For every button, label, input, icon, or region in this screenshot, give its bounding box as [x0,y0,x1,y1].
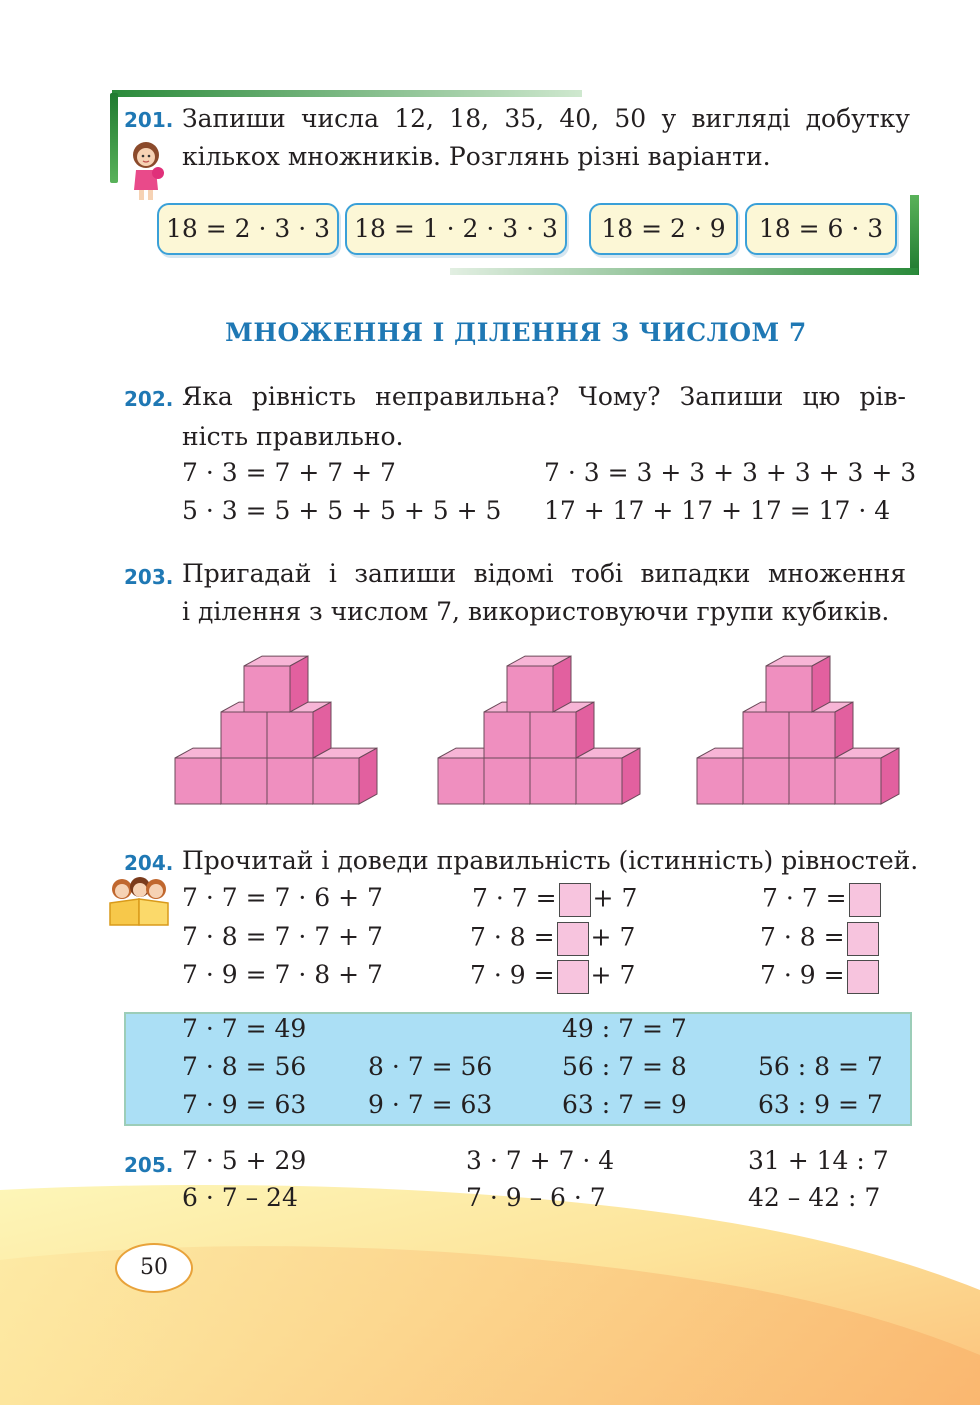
exercise-202-line2: ність правильно. [182,422,404,451]
fact-r2-c1: 7 · 8 = 56 [182,1052,307,1081]
expression-205-6: 42 – 42 : 7 [748,1183,881,1212]
fact-r1-c1: 7 · 7 = 49 [182,1014,307,1043]
page-number: 50 [115,1243,193,1293]
cube [766,656,830,712]
exercise-203-line2: і ділення з числом 7, використовуючи групи кубиків. [182,597,890,626]
exercise-201-line2: кількох множників. Розглянь різні варіанти. [182,142,771,171]
expression-205-3: 31 + 14 : 7 [748,1146,889,1175]
fact-r1-c3: 49 : 7 = 7 [562,1014,687,1043]
section-title: МНОЖЕННЯ І ДІЛЕННЯ З ЧИСЛОМ 7 [225,318,807,347]
exercise-205-number: 205. [124,1153,174,1177]
answer-box-3: 18 = 2 · 9 [589,203,738,255]
identity-204-1: 7 · 7 = 7 · 6 + 7 [182,883,383,912]
expression-205-4: 6 · 7 – 24 [182,1183,298,1212]
answer-blank[interactable] [557,960,589,994]
cube [507,656,571,712]
cube [313,748,377,804]
equation-202-a: 7 · 3 = 7 + 7 + 7 [182,458,396,487]
answer-box-4: 18 = 6 · 3 [745,203,897,255]
girl-with-balloon-icon [128,140,168,202]
blank-eq-right-2: 7 · 8 = [760,922,881,956]
equation-202-c: 5 · 3 = 5 + 5 + 5 + 5 + 5 [182,496,502,525]
blank-eq-right-3: 7 · 9 = [760,960,881,994]
answer-blank[interactable] [849,883,881,917]
exercise-201-number: 201. [124,108,174,132]
fact-r3-c4: 63 : 9 = 7 [758,1090,883,1119]
kids-reading-book-icon [104,875,174,927]
blank-eq-middle-3: 7 · 9 = + 7 [470,960,635,994]
fact-r2-c4: 56 : 8 = 7 [758,1052,883,1081]
fact-r3-c2: 9 · 7 = 63 [368,1090,493,1119]
cube [835,748,899,804]
fact-r2-c3: 56 : 7 = 8 [562,1052,687,1081]
cube [576,748,640,804]
exercise-204-title: Прочитай і доведи правильність (істинність) рівностей. [182,846,919,875]
expression-205-2: 3 · 7 + 7 · 4 [466,1146,615,1175]
exercise-203-number: 203. [124,565,174,589]
fact-r2-c2: 8 · 7 = 56 [368,1052,493,1081]
exercise-204-number: 204. [124,851,174,875]
answer-blank[interactable] [847,960,879,994]
blank-eq-middle-1: 7 · 7 = + 7 [472,883,637,917]
identity-204-2: 7 · 8 = 7 · 7 + 7 [182,922,383,951]
exercise-203-line1: Пригадай і запиши відомі тобі випадки множення [182,559,906,588]
answer-box-2: 18 = 1 · 2 · 3 · 3 [345,203,567,255]
exercise-202-line1: Яка рівність неправильна? Чому? Запиши цю рів- [182,382,906,411]
expression-205-1: 7 · 5 + 29 [182,1146,307,1175]
fact-r3-c1: 7 · 9 = 63 [182,1090,307,1119]
fact-r3-c3: 63 : 7 = 9 [562,1090,687,1119]
cube [244,656,308,712]
answer-blank[interactable] [557,922,589,956]
exercise-201-line1: Запиши числа 12, 18, 35, 40, 50 у вигляді добутку [182,104,910,133]
expression-205-5: 7 · 9 – 6 · 7 [466,1183,606,1212]
identity-204-3: 7 · 9 = 7 · 8 + 7 [182,960,383,989]
blank-eq-right-1: 7 · 7 = [762,883,883,917]
answer-blank[interactable] [847,922,879,956]
exercise-202-number: 202. [124,387,174,411]
blank-eq-middle-2: 7 · 8 = + 7 [470,922,635,956]
equation-202-b: 7 · 3 = 3 + 3 + 3 + 3 + 3 + 3 [544,458,917,487]
equation-202-d: 17 + 17 + 17 + 17 = 17 · 4 [544,496,891,525]
answer-blank[interactable] [559,883,591,917]
answer-box-1: 18 = 2 · 3 · 3 [157,203,339,255]
